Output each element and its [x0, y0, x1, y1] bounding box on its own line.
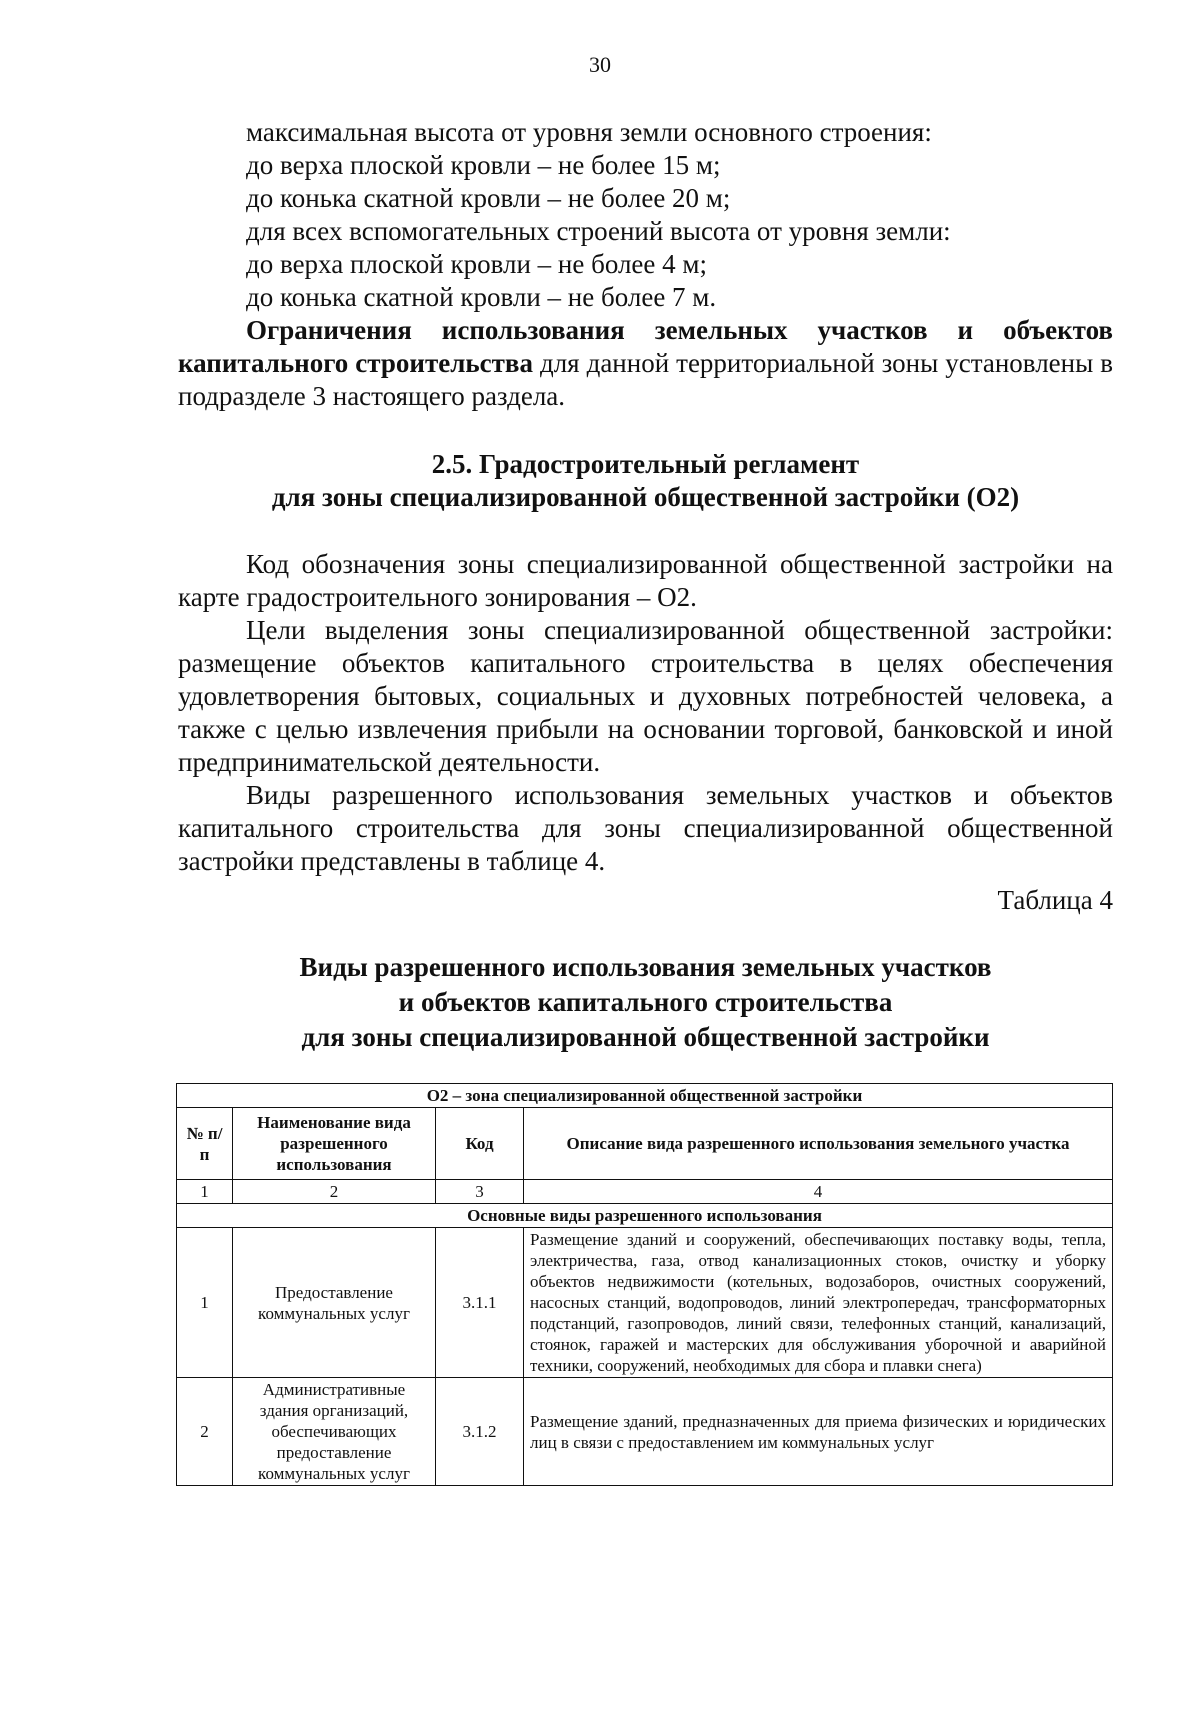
column-number-row — [177, 1180, 1113, 1204]
col-header-name: Наименование вида разрешенного использования — [233, 1108, 436, 1180]
restrictions-rest: для данной территориальной зоны установлены в подразделе 3 настоящего раздела. — [178, 348, 1113, 411]
list-item: для всех вспомогательных строений высота от уровня земли: — [246, 216, 951, 246]
table-title — [178, 950, 1113, 1055]
paragraph-usage-types: Виды разрешенного использования земельных участков и объектов капитального строительства для зоны специализированной общественной застройки представлены в таблице 4. — [178, 780, 1113, 876]
paragraph-zone-code: Код обозначения зоны специализированной общественной застройки на карте градостроительного зонирования – О2. — [178, 549, 1113, 612]
restrictions-paragraph — [178, 314, 1113, 413]
row-code: 3.1.2 — [436, 1378, 524, 1486]
height-limits-list — [178, 116, 1113, 314]
list-item: до конька скатной кровли – не более 7 м. — [246, 282, 717, 312]
col-header-code: Код — [436, 1108, 524, 1180]
zone-header-row — [177, 1084, 1113, 1108]
row-name: Административные здания организаций, обеспечивающих предоставление коммунальных услуг — [233, 1378, 436, 1486]
row-num: 1 — [177, 1228, 233, 1378]
column-header-row — [177, 1108, 1113, 1180]
restrictions-bold: Ограничения использования земельных участков и объектов капитального строительства — [178, 315, 1113, 378]
list-item: до конька скатной кровли – не более 20 м; — [246, 183, 731, 213]
section-title-line2: для зоны специализированной общественной застройки (О2) — [271, 482, 1020, 512]
table-row — [177, 1228, 1113, 1378]
section-row — [177, 1204, 1113, 1228]
list-item: максимальная высота от уровня земли основного строения: — [246, 117, 932, 147]
col-number: 2 — [233, 1180, 436, 1204]
table-title-line3: для зоны специализированной общественной застройки — [301, 1022, 990, 1052]
list-item: до верха плоской кровли – не более 15 м; — [246, 150, 721, 180]
table-row — [177, 1378, 1113, 1486]
page-number: 30 — [589, 52, 611, 77]
col-number: 4 — [524, 1180, 1113, 1204]
table-label: Таблица 4 — [997, 885, 1113, 915]
list-item: до верха плоской кровли – не более 4 м; — [246, 249, 707, 279]
paragraph-zone-goals: Цели выделения зоны специализированной общественной застройки: размещение объектов капитального строительства в целях обеспечения удовлетворения бытовых, социальных и духовных потребностей человека, а также с целью извлечения прибыли на основании торговой, банковской и иной предпринимательской деятельности. — [178, 615, 1113, 777]
row-name: Предоставление коммунальных услуг — [233, 1228, 436, 1378]
section-title-line1: 2.5. Градостроительный регламент — [431, 449, 860, 479]
row-desc: Размещение зданий и сооружений, обеспечивающих поставку воды, тепла, электричества, газа, отвод канализационных стоков, очистку и уборку объектов недвижимости (котельных, водозаборов, очистных сооружений, насосных станций, водопроводов, линий электропередач, трансформаторных подстанций, газопроводов, линий связи, телефонных станций, канализаций, стоянок, гаражей и мастерских для обслуживания уборочной и аварийной техники, сооружений, необходимых для сбора и плавки снега) — [524, 1228, 1113, 1378]
row-code: 3.1.1 — [436, 1228, 524, 1378]
body-text — [178, 548, 1113, 878]
row-num: 2 — [177, 1378, 233, 1486]
col-number: 1 — [177, 1180, 233, 1204]
section-title — [178, 448, 1113, 514]
table-title-line2: и объектов капитального строительства — [398, 987, 893, 1017]
usage-types-table — [176, 1083, 1113, 1486]
col-header-num: № п/п — [177, 1108, 233, 1180]
section-row-label: Основные виды разрешенного использования — [177, 1204, 1113, 1228]
row-desc: Размещение зданий, предназначенных для приема физических и юридических лиц в связи с предоставлением им коммунальных услуг — [524, 1378, 1113, 1486]
col-number: 3 — [436, 1180, 524, 1204]
zone-header: О2 – зона специализированной общественной застройки — [177, 1084, 1113, 1108]
col-header-desc: Описание вида разрешенного использования земельного участка — [524, 1108, 1113, 1180]
table-title-line1: Виды разрешенного использования земельных участков — [299, 952, 992, 982]
